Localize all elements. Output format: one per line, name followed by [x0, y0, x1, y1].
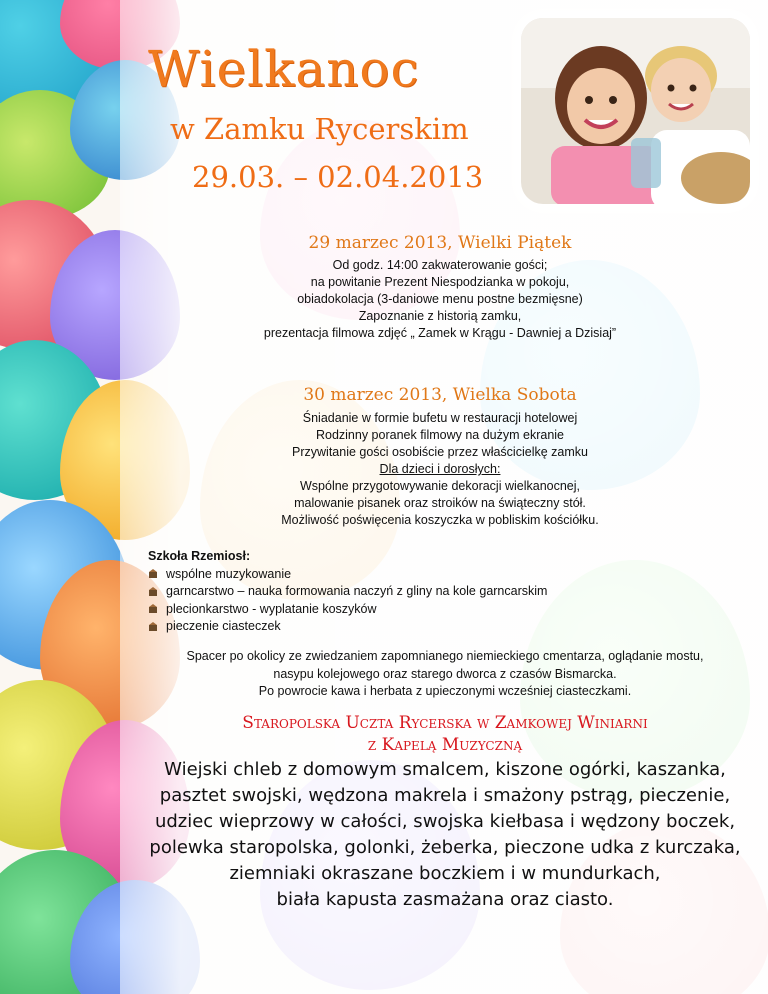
list-item: [148, 566, 547, 584]
bullet-icon: [148, 569, 158, 579]
event-dates: 29.03. – 02.04.2013: [192, 160, 484, 194]
bullet-icon: [148, 604, 158, 614]
bullet-icon: [148, 587, 158, 597]
list-item-label: pieczenie ciasteczek: [166, 619, 281, 633]
craft-school-heading: Szkoła Rzemiosł:: [148, 549, 251, 563]
children-photo-icon: [521, 18, 750, 204]
day1-line: na powitanie Prezent Niespodzianka w pokoju,: [310, 275, 570, 289]
day2-line: Dla dzieci i dorosłych:: [379, 462, 501, 476]
day1-line: Zapoznanie z historią zamku,: [358, 309, 522, 323]
day1-line: Od godz. 14:00 zakwaterowanie gości;: [332, 258, 548, 272]
day1-line: prezentacja filmowa zdjęć „ Zamek w Krągu - Dawniej a Dzisiaj”: [263, 326, 617, 340]
day2-line: Śniadanie w formie bufetu w restauracji hotelowej: [302, 411, 578, 425]
bullet-icon: [148, 622, 158, 632]
feast-heading: [140, 712, 750, 756]
walk-description: [140, 648, 750, 701]
day2-line: Możliwość poświęcenia koszyczka w pobliskim kościółku.: [281, 513, 599, 527]
walk-line: nasypu kolejowego oraz starego dworca z czasów Bismarcka.: [273, 666, 617, 681]
walk-line: Spacer po okolicy ze zwiedzaniem zapomnianego niemieckiego cmentarza, oglądanie mostu,: [186, 649, 704, 663]
page-subtitle: w Zamku Rycerskim: [170, 112, 469, 146]
feast-menu: [140, 757, 750, 913]
list-item-label: garncarstwo – nauka formowania naczyń z gliny na kole garncarskim: [166, 584, 548, 598]
day2-line: Wspólne przygotowywanie dekoracji wielkanocnej,: [300, 479, 580, 493]
day2-program: [140, 410, 740, 529]
children-photo: [521, 18, 750, 204]
menu-line: Wiejski chleb z domowym smalcem, kiszone ogórki, kaszanka,: [164, 759, 726, 780]
day2-line: Przywitanie gości osobiście przez właścicielkę zamku: [292, 445, 588, 459]
menu-line: ziemniaki okraszane boczkiem i w mundurkach,: [229, 863, 661, 884]
list-item: [148, 618, 547, 636]
walk-line: Po powrocie kawa i herbata z upieczonymi wcześniej ciasteczkami.: [258, 684, 632, 698]
day1-heading: 29 marzec 2013, Wielki Piątek: [308, 233, 572, 253]
day2-line: malowanie pisanek oraz stroików na świąteczny stół.: [294, 496, 586, 510]
list-item: [148, 601, 547, 619]
menu-line: udziec wieprzowy w całości, swojska kiełbasa i wędzony boczek,: [154, 811, 736, 832]
feast-heading-line: z Kapelą Muzyczną: [367, 735, 523, 755]
day2-line: Rodzinny poranek filmowy na dużym ekranie: [315, 428, 565, 442]
feast-heading-line: Staropolska Uczta Rycerska w Zamkowej Winiarni: [242, 713, 648, 733]
day1-program: [140, 257, 740, 342]
craft-school-section: [148, 548, 547, 636]
list-item-label: wspólne muzykowanie: [166, 566, 292, 581]
page-title: Wielkanoc: [148, 40, 420, 98]
list-item: [148, 583, 547, 601]
day1-line: obiadokolacja (3-daniowe menu postne bezmięsne): [297, 292, 583, 306]
menu-line: pasztet swojski, wędzona makrela i smażony pstrąg, pieczenie,: [159, 785, 731, 806]
list-item-label: plecionkarstwo - wyplatanie koszyków: [166, 601, 377, 616]
day2-heading: 30 marzec 2013, Wielka Sobota: [303, 385, 577, 405]
menu-line: polewka staropolska, golonki, żeberka, pieczone udka z kurczaka,: [149, 837, 741, 858]
menu-line: biała kapusta zasmażana oraz ciasto.: [276, 889, 614, 910]
